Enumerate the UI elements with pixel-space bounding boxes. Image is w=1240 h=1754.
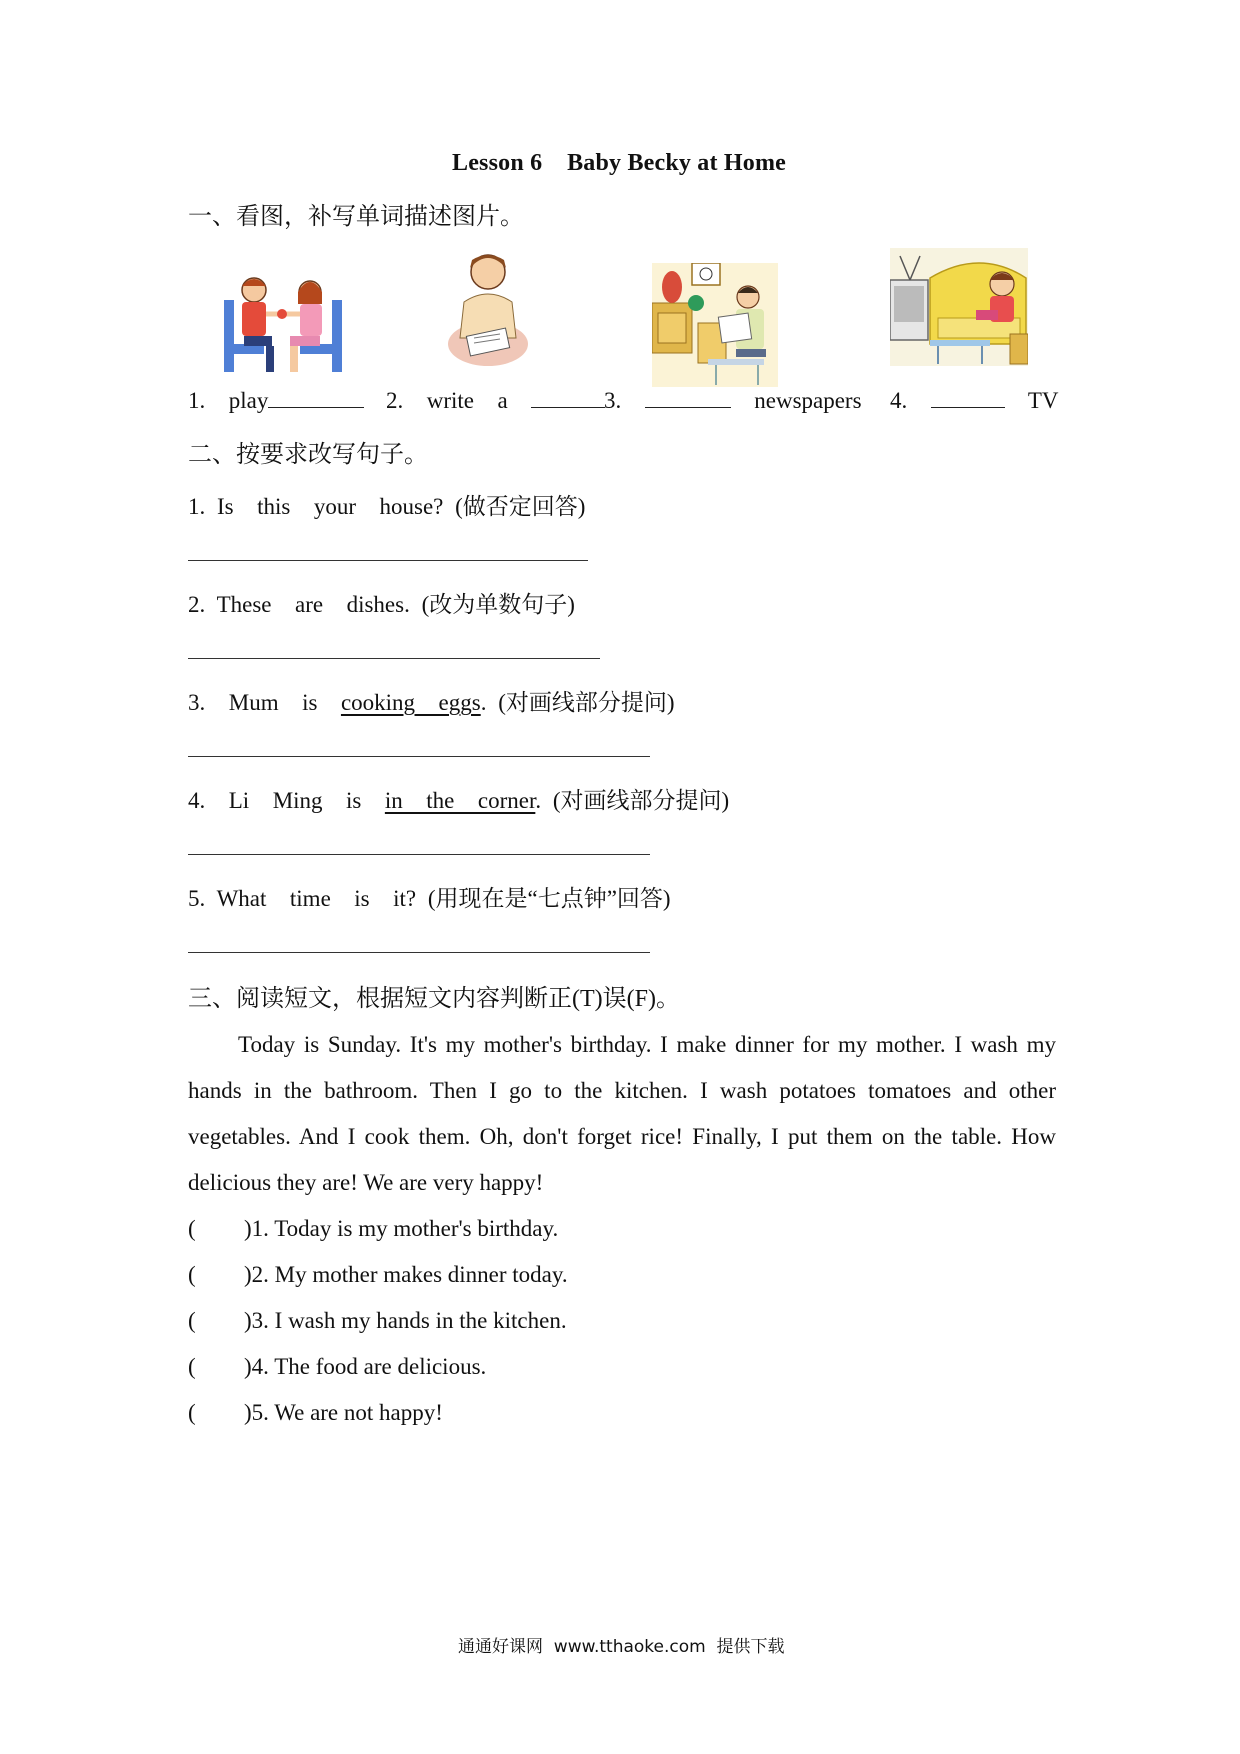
- picture-item-2-blank[interactable]: [531, 389, 605, 408]
- judge-statement-3: [188, 1308, 567, 1334]
- judge-statement-5-text: )5. We are not happy!: [244, 1400, 443, 1425]
- kids-playing-picture: [222, 270, 346, 378]
- judge-statement-2-text: )2. My mother makes dinner today.: [244, 1262, 568, 1287]
- rewrite-question-5: [188, 880, 671, 913]
- picture-item-4-blank[interactable]: [931, 389, 1005, 408]
- rewrite-q2-note: (改为单数句子): [421, 592, 575, 617]
- picture-item-3-prefix: 3.: [604, 388, 645, 413]
- picture-item-1-blank[interactable]: [268, 389, 364, 408]
- answer-line-3[interactable]: [188, 756, 650, 757]
- page-footer: 通通好课网 www.tthaoke.com 提供下载: [458, 1637, 785, 1657]
- rewrite-q4-pre: 4. Li Ming is: [188, 788, 385, 813]
- picture-item-2: [386, 388, 605, 414]
- judge-statement-2: [188, 1262, 568, 1288]
- reading-passage: Today is Sunday. It's my mother's birthday. I make dinner for my mother. I wash my hands in the bathroom. Then I go to the kitchen. I wash potatoes tomatoes and other vegetables. And I cook them. Oh, don't forget rice! Finally, I put them on the table. How delicious they are! We are very happy!: [188, 1032, 1056, 1195]
- rewrite-q4-underlined: in the corner: [384, 788, 536, 813]
- picture-item-4-suffix: TV: [1004, 388, 1059, 413]
- rewrite-q2-text: These are dishes.: [216, 592, 410, 617]
- rewrite-q4-post: .: [535, 788, 542, 813]
- rewrite-q5-num: 5.: [188, 886, 206, 911]
- answer-paren-2[interactable]: (: [188, 1262, 196, 1287]
- picture-item-1-prefix: 1. play: [188, 388, 269, 413]
- man-reading-picture: [652, 263, 778, 387]
- answer-line-2[interactable]: [188, 658, 600, 659]
- rewrite-q5-note: (用现在是“七点钟”回答): [427, 886, 671, 911]
- picture-item-3-suffix: newspapers: [730, 388, 862, 413]
- picture-item-2-prefix: 2. write a: [386, 388, 532, 413]
- picture-item-4: [890, 388, 1059, 414]
- rewrite-q3-note: (对画线部分提问): [498, 690, 675, 715]
- rewrite-q4-note: (对画线部分提问): [552, 788, 730, 813]
- answer-line-1[interactable]: [188, 560, 588, 561]
- picture-item-3-blank[interactable]: [645, 389, 731, 408]
- judge-statement-3-text: )3. I wash my hands in the kitchen.: [244, 1308, 567, 1333]
- watching-tv-picture: [890, 248, 1028, 366]
- section2-heading: 二、按要求改写句子。: [188, 442, 428, 468]
- boy-writing-picture: [446, 246, 530, 368]
- rewrite-q3-underlined: cooking eggs: [340, 690, 481, 715]
- judge-statement-1: [188, 1216, 558, 1242]
- page-title: Lesson 6 Baby Becky at Home: [452, 150, 787, 176]
- rewrite-q1-num: 1.: [188, 494, 206, 519]
- picture-item-4-prefix: 4.: [890, 388, 931, 413]
- rewrite-q1-note: (做否定回答): [455, 494, 586, 519]
- rewrite-question-3: [188, 684, 675, 717]
- rewrite-q2-num: 2.: [188, 592, 206, 617]
- answer-paren-5[interactable]: (: [188, 1400, 196, 1425]
- rewrite-q5-text: What time is it?: [216, 886, 417, 911]
- judge-statement-1-text: )1. Today is my mother's birthday.: [244, 1216, 559, 1241]
- judge-statement-5: [188, 1400, 443, 1426]
- answer-paren-3[interactable]: (: [188, 1308, 196, 1333]
- section3-heading: 三、阅读短文，根据短文内容判断正(T)误(F)。: [188, 986, 680, 1012]
- rewrite-q3-pre: 3. Mum is: [188, 690, 341, 715]
- answer-paren-4[interactable]: (: [188, 1354, 196, 1379]
- section1-heading: 一、看图，补写单词描述图片。: [188, 204, 524, 230]
- picture-item-3: [604, 388, 862, 414]
- rewrite-question-1: [188, 488, 585, 521]
- rewrite-q1-text: Is this your house?: [217, 494, 444, 519]
- answer-line-5[interactable]: [188, 952, 650, 953]
- answer-line-4[interactable]: [188, 854, 650, 855]
- judge-statement-4: [188, 1354, 486, 1380]
- judge-statement-4-text: )4. The food are delicious.: [244, 1354, 487, 1379]
- picture-item-1: [188, 388, 364, 414]
- answer-paren-1[interactable]: (: [188, 1216, 196, 1241]
- rewrite-question-4: [188, 782, 729, 815]
- rewrite-q3-post: .: [480, 690, 487, 715]
- rewrite-question-2: [188, 586, 575, 619]
